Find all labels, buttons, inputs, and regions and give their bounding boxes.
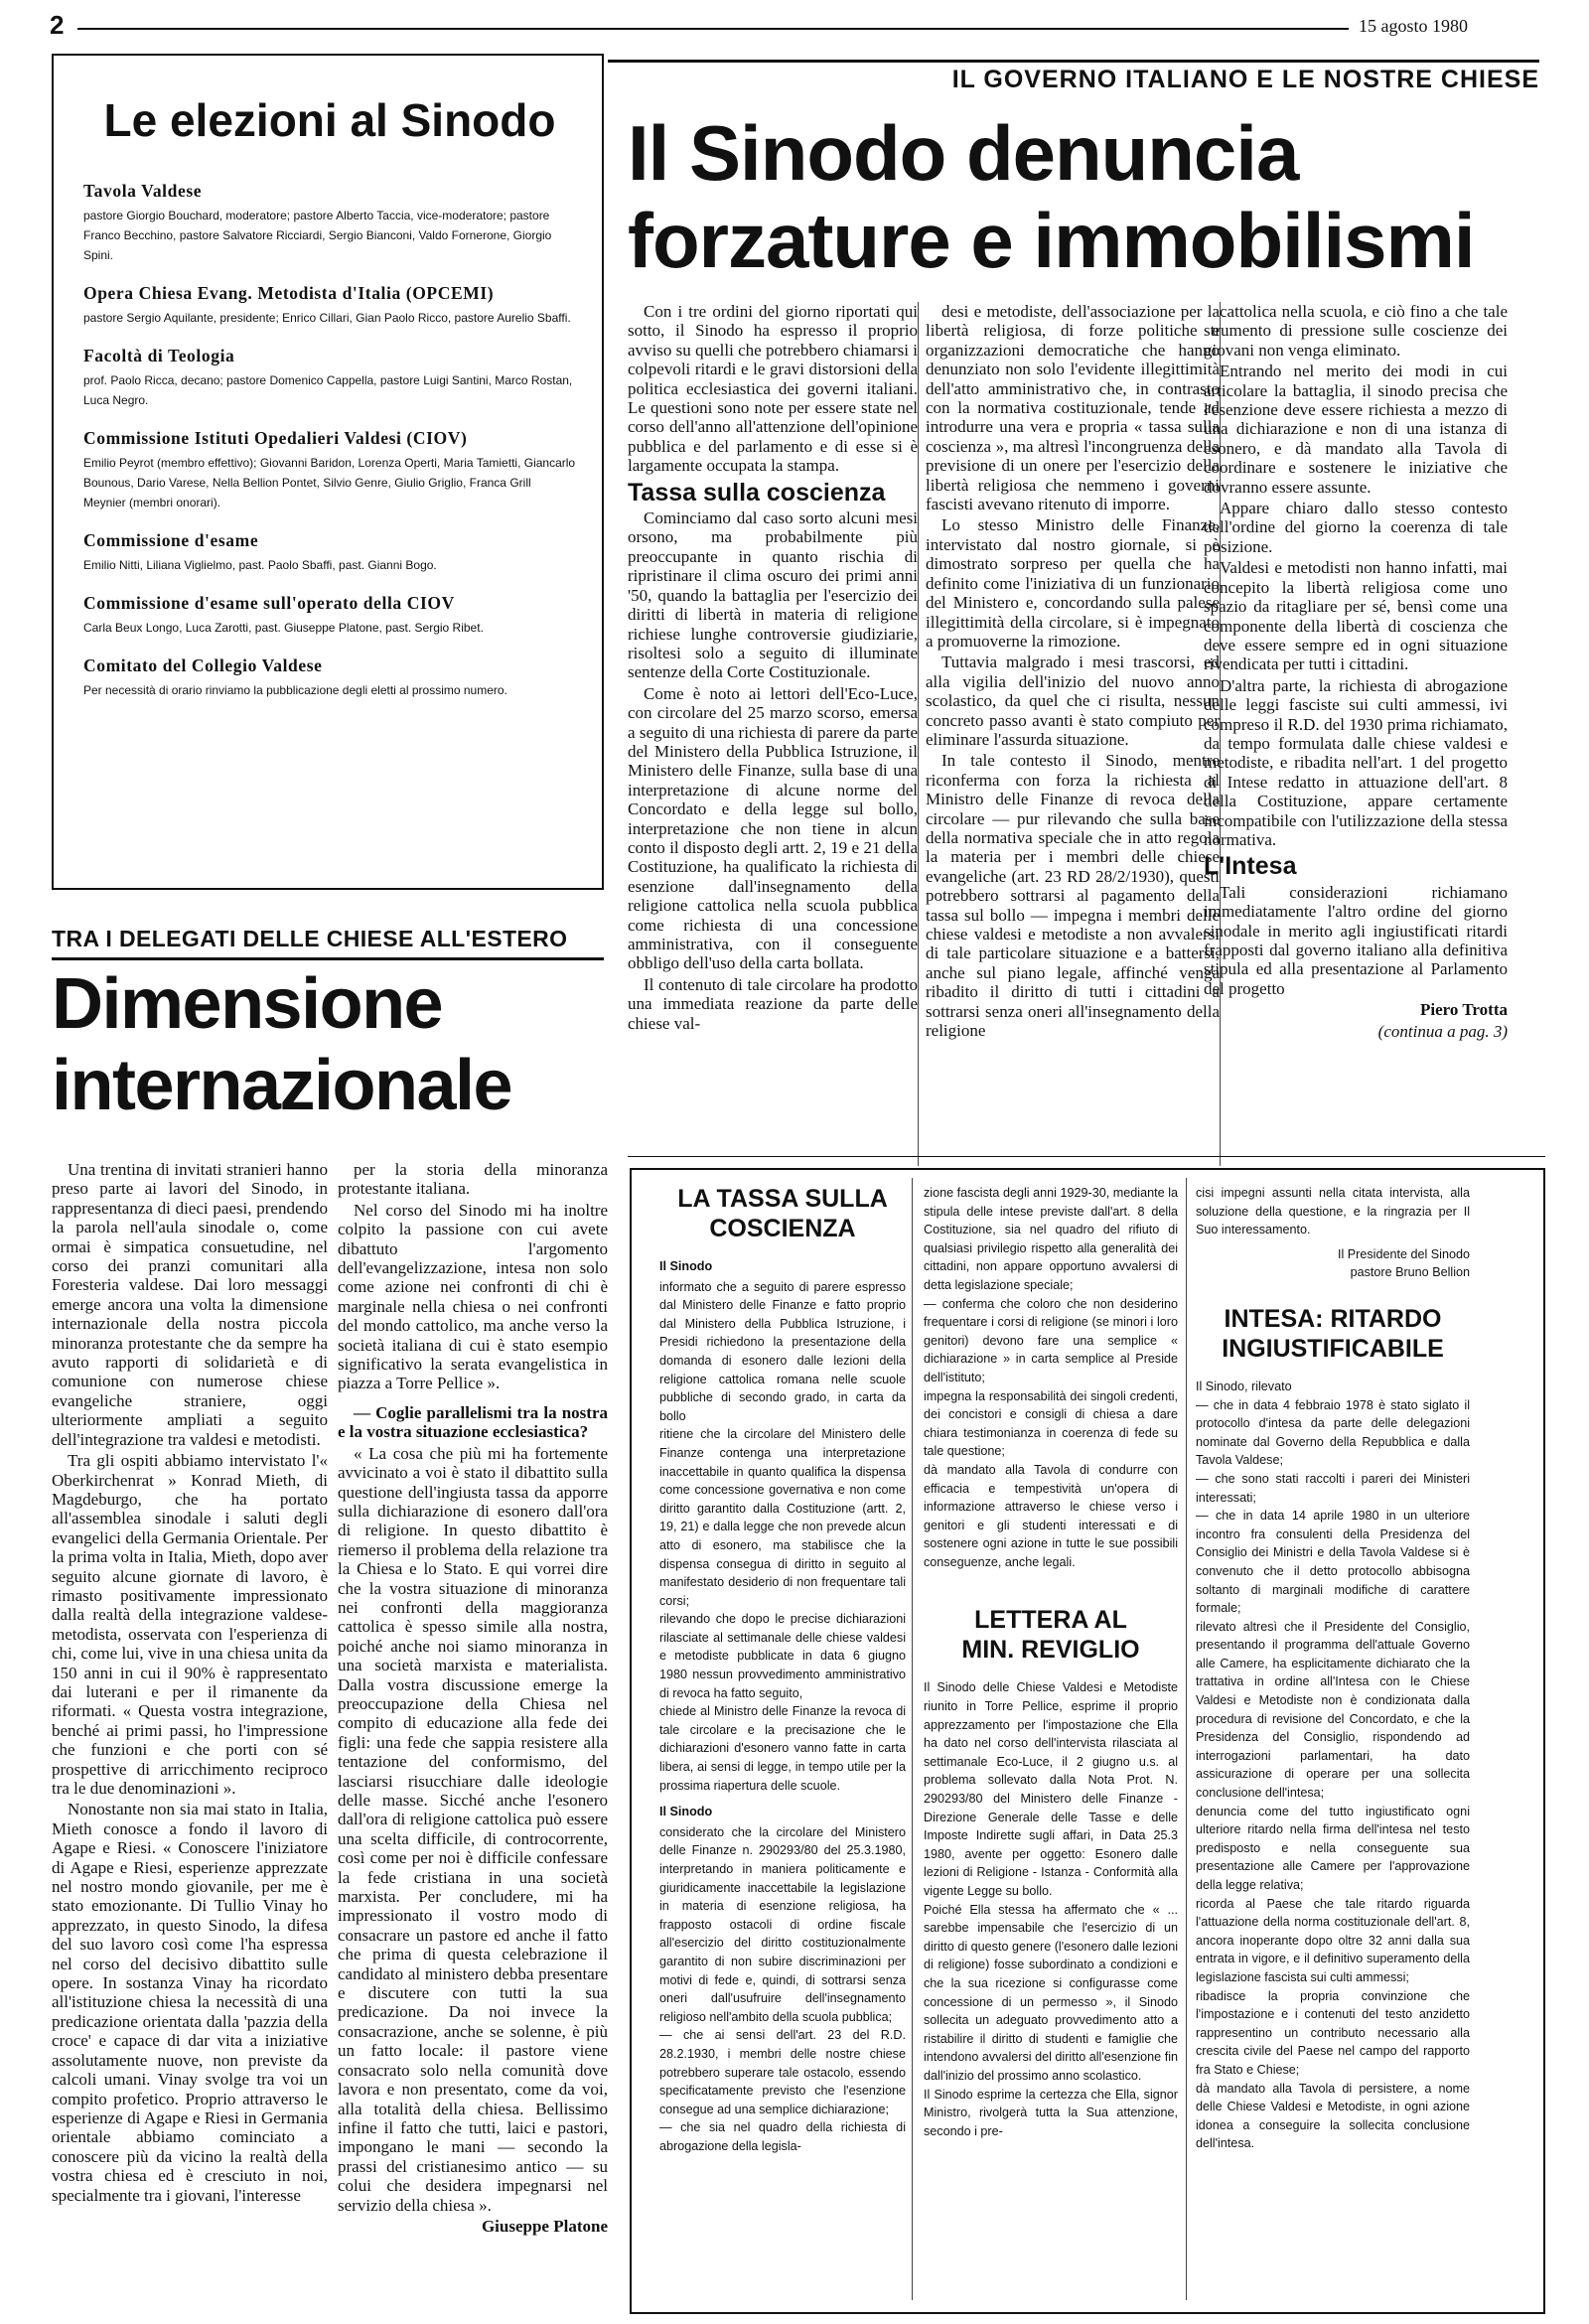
header-rule (77, 28, 1349, 30)
lettera-title (924, 1605, 1178, 1665)
signature-name: pastore Bruno Bellion (1350, 1265, 1470, 1280)
paragraph: ricorda al Paese che tale ritardo riguarda l'attuazione della norma costituzionale dell'art. 8, ancora inoperante dopo oltre 32 anni dalla sua entrata in vigore, e il definitivo superamento della legislazione fascista sui culti ammessi; (1196, 1896, 1470, 1984)
paragraph: — conferma che coloro che non desiderino frequentare i corsi di religione (se minori i loro genitori) devono fare una semplice « dichiarazione » in carta semplice al Preside dell'istituto; (924, 1296, 1178, 1384)
section-rule (628, 1156, 1545, 1157)
section-title: Commissione d'esame (83, 530, 259, 550)
paragraph: Nel corso del Sinodo mi ha inoltre colpito la passione con cui avete dibattuto l'argomento dell'evangelizzazione, intesa non solo come azione nei confronti di chi è marginale nella chiesa o nei confronti del mondo cattolico, ma anche verso la società italiana di cui è stato esempio significativo la serata evangelistica in piazza a Torre Pellice ». (338, 1200, 608, 1393)
lettera-title-line: MIN. REVIGLIO (961, 1636, 1140, 1665)
paragraph: Come è noto ai lettori dell'Eco-Luce, con circolare del 25 marzo scorso, emersa a seguito di una richiesta di parere da parte del Ministero della Pubblica Istruzione, il Ministero delle Finanze, sulla base di una interpretazione di alcune norme del Concordato e della legge sul bollo, interpretazione che non tiene in alcun conto il disposto degli artt. 2, 19 e 21 della Costituzione, ha qualificato la richiesta di esenzione dall'insegnamento della religione cattolica nella scuola pubblica come richiesta di una concessione amministrativa, con il conseguente obbligo dell'uso della carta bollata. (628, 683, 918, 973)
box-column-rule (1186, 1178, 1187, 2300)
section-names: pastore Giorgio Bouchard, moderatore; pastore Alberto Taccia, vice-moderatore; pastore Franco Becchino, pastore Salvatore Ricciardi, Sergio Bianconi, Valdo Fornerone, Giorgio Spini. (83, 209, 552, 262)
section-names: Emilio Peyrot (membro effettivo); Giovanni Baridon, Lorenza Operti, Maria Tamietti, Giancarlo Bounous, Dario Varese, Nella Bellion Pontet, Silvio Genre, Giulio Griglio, Franca Grill Meynier (membri onorari). (83, 456, 576, 509)
section-title: Commissione Istituti Opedalieri Valdesi (CIOV) (83, 428, 468, 448)
paragraph: Valdesi e metodisti non hanno infatti, mai concepito la libertà religiosa come uno spazio da ritagliare per sé, bensì come una componente della libertà di coscienza che deve essere sempre ed in ogni situazione rivendicata per tutti i cittadini. (1204, 558, 1508, 674)
paragraph: considerato che la circolare del Ministero delle Finanze n. 290293/80 del 25.3.1980, interpretando in maniera politicamente e giuridicamente inaccettabile la legislazione in materia di esenzione religiosa, ha frapposto ostacoli di ordine fiscale all'esercizio del diritto costituzionalmente garantito di non subire discriminazioni per motivi di fede e, quindi, di sottrarsi senza oneri dall'usufruire dell'insegnamento religioso nell'ambito della scuola pubblica; (659, 1824, 906, 2024)
paragraph: Lo stesso Ministro delle Finanze, intervistato dal nostro giornale, si è dimostrato sorpreso per quella che ha definito come l'iniziativa di un funzionario del Ministero e, concordando sulla palese illegittimità della circolare, si è impegnato a promuoverne la rimozione. (926, 515, 1220, 651)
paragraph: In tale contesto il Sinodo, mentre riconferma con forza la richiesta al Ministro delle Finanze di revoca della circolare — pur rilevando che sulla base della normativa speciale che in atto regola la materia per i membri delle chiese evangeliche (art. 23 RD 28/2/1930), questi potrebbero sottrarsi al pagamento della tassa sul bollo — impegna i membri delle chiese valdesi e metodiste a non avvalersi di tale particolare situazione e a battersi, anche sul piano legale, affinché venga ribadito il diritto di tutti i cittadini a sottrarsi senza oneri all'insegnamento della religione (926, 751, 1220, 1041)
paragraph: ribadisce la propria convinzione che l'impostazione e i contenuti del testo anzidetto rappresentino un contributo necessario alla crescita civile del Paese nel campo del rapporto fra Stato e Chiese; (1196, 1988, 1470, 2077)
section-names: pastore Sergio Aquilante, presidente; Enrico Cillari, Gian Paolo Ricco, pastore Aurelio Sbaffi. (83, 311, 571, 325)
intesa-title-line: INTESA: RITARDO (1224, 1304, 1442, 1333)
elezioni-section (83, 428, 576, 512)
paragraph: zione fascista degli anni 1929-30, mediante la stipula delle intese previste dall'art. 8 della Costituzione, sia nel quadro del rifiuto di qualsiasi privilegio rispetto alla generalità dei cittadini, non appare opportuno avvalersi di detta legislazione speciale; (924, 1186, 1178, 1292)
sinodo-headline-line: forzature e immobilismi (628, 197, 1475, 284)
intesa-title-line: INGIUSTIFICABILE (1222, 1334, 1444, 1363)
paragraph: Poiché Ella stessa ha affermato che « ... sarebbe impensabile che l'esercizio di un diritto di questo genere (l'esonero dalle lezioni di religione) fosse subordinato a condizioni e che la sua ricezione si configurasse come concessione di un permesso », il Sinodo sollecita un adeguato provvedimento atto a ristabilire il diritto di studenti e famiglie che intendono avvalersi del diritto all'esenzione fin dall'inizio del prossimo anno scolastico. (924, 1902, 1178, 2083)
paragraph: Tuttavia malgrado i mesi trascorsi, ed alla vigilia dell'inizio del nuovo anno scolastico, da quel che ci risulta, nessun concreto passo avanti è stato compiuto per eliminare l'assurda situazione. (926, 653, 1220, 749)
intesa-title (1196, 1304, 1470, 1364)
box-column-3 (1196, 1184, 1470, 2306)
elezioni-title: Le elezioni al Sinodo (103, 94, 556, 146)
elezioni-list (83, 181, 576, 700)
section-names: prof. Paolo Ricca, decano; pastore Domenico Cappella, pastore Luigi Santini, Marco Rostan, Luca Negro. (83, 373, 573, 407)
lettera-title-line: LETTERA AL (974, 1606, 1127, 1635)
paragraph: per la storia della minoranza protestante italiana. (338, 1160, 608, 1199)
sinodo-column-1 (628, 302, 918, 1174)
subhead: L'Intesa (1204, 852, 1297, 881)
resolution-label: Il Sinodo (659, 1805, 713, 1819)
elezioni-section (83, 346, 576, 410)
kicker-rule (52, 957, 604, 960)
paragraph: Cominciamo dal caso sorto alcuni mesi orsono, ma probabilmente più preoccupante in quanto rischia di ripristinare il clima oscuro dei primi anni '50, quando la battaglia per l'esercizio dei diritti di libertà in materia di religione richiese lunghe controversie giudiziarie, risoltesi solo a seguito di illuminate sentenze della Corte Costituzionale. (628, 508, 918, 682)
continued-note: (continua a pag. 3) (1377, 1021, 1508, 1041)
paragraph: cattolica nella scuola, e ciò fino a che tale strumento di pressione sulle coscienze dei giovani non venga eliminato. (1204, 302, 1508, 360)
paragraph: dà mandato alla Tavola di persistere, a nome delle Chiese Valdesi e Metodiste, in ogni azione idonea a conseguire la sollecita conclusione dell'intesa. (1196, 2081, 1470, 2151)
section-title: Facoltà di Teologia (83, 346, 235, 365)
paragraph: rilevato altresì che il Presidente del Consiglio, presentando il programma dell'attuale Governo alle Camere, ha esplicitamente dichiarato che la trattativa in ordine all'Intesa con le Chiese Valdesi e Metodiste non è condizionata dalla procedura di revisione del Concordato, e che la Presidenza del Consiglio, rispondendo ad interrogazioni parlamentari, ha dato assicurazione di operare per una sollecita conclusione dell'intesa; (1196, 1619, 1470, 1801)
interview-question: — Coglie parallelismi tra la nostra e la vostra situazione ecclesiastica? (338, 1402, 608, 1442)
sinodo-headline (628, 109, 1475, 284)
elezioni-section (83, 593, 576, 638)
section-title: Comitato del Collegio Valdese (83, 655, 323, 675)
paragraph: impegna la responsabilità dei singoli credenti, dei concistori e consigli di chiesa a dare chiara testimonianza in coerenza di fede su tale questione; (924, 1388, 1178, 1459)
paragraph: D'altra parte, la richiesta di abrogazione delle leggi fasciste sui culti ammessi, ivi compreso il R.D. del 1930 prima richiamato, da tempo formulata dalle chiese valdesi e metodiste, e ribadita nell'art. 1 del progetto di Intese redatto in attuazione dell'art. 8 della Costituzione, appare certamente incompatibile con l'utilizzazione della stessa normativa. (1204, 675, 1508, 849)
paragraph: — che sia nel quadro della richiesta di abrogazione della legisla- (659, 2120, 906, 2153)
paragraph: — che in data 4 febbraio 1978 è stato siglato il protocollo d'intesa da parte delle delegazioni nominate dal Governo della Repubblica e dalla Tavola Valdese; (1196, 1397, 1470, 1468)
estero-headline-line: Dimensione (52, 964, 443, 1044)
paragraph: Tra gli ospiti abbiamo intervistato l'« Oberkirchenrat » Konrad Mieth, di Magdeburgo, che ha portato all'assemblea sinodale i saluti degli evangelici della Germania Orientale. Per la prima volta in Italia, Mieth, dopo aver seguito alcune giornate di lavoro, è rimasto positivamente impressionato dalla realtà della integrazione valdese-metodista, osservata con l'esperienza di chi, come lui, vive in una chiesa unita da 150 anni in cui il 90% è rappresentato dai luterani e per il rimanente da riformati. « Questa vostra integrazione, benché ai primi passi, ho l'impressione che funzioni e che porti con sé prospettive di arricchimento reciproco tra le due denominazioni ». (52, 1451, 328, 1798)
tassa-box-column-1 (659, 1184, 906, 2306)
subhead: Tassa sulla coscienza (628, 478, 886, 507)
paragraph: Il Sinodo, rilevato (1196, 1379, 1292, 1393)
paragraph: Entrando nel merito dei modi in cui articolare la battaglia, il sinodo precisa che l'esenzione deve essere richiesta a mezzo di una dichiarazione e non di una istanza di esonero, e dà mandato alla Tavola di coordinare e sostenere le iniziative che dovranno essere assunte. (1204, 362, 1508, 497)
issue-date: 15 agosto 1980 (1359, 16, 1468, 36)
paragraph: Una trentina di invitati stranieri hanno preso parte ai lavori del Sinodo, in rappresentanza di dieci paesi, prendendo la parola nell'aula sinodale o, come ormai è simpatica consuetudine, nel corso dei pranzi comunitari alla Foresteria valdese. Dai loro messaggi emerge ancora una volta la dimensione internazionale della nostra piccola minoranza protestante che da sempre ha avuto rapporti di solidarietà e di comunione con numerose chiese evangeliche straniere, oggi ulteriormente ampliati a seguito dell'integrazione tra valdesi e metodisti. (52, 1160, 328, 1449)
paragraph: rilevando che dopo le precise dichiarazioni rilasciate al settimanale delle chiese valdesi e metodiste pubblicate in data 6 giugno 1980 nessun provvedimento amministrativo di revoca ha fatto seguito, (659, 1612, 906, 1700)
paragraph: Il Sinodo esprime la certezza che Ella, signor Ministro, rivolgerà tutta la Sua attenzione, secondo i pre- (924, 2087, 1178, 2138)
kicker-rule-top (608, 60, 1539, 63)
estero-headline-line: internazionale (52, 1046, 512, 1125)
paragraph: — che in data 14 aprile 1980 in un ulteriore incontro fra consulenti della Presidenza del Consiglio dei Ministri e della Tavola Valdese si è convenuto che il detto protocollo abbisogna soltanto di marginali modifiche di carattere formale; (1196, 1509, 1470, 1616)
tassa-title-line: LA TASSA SULLA (677, 1185, 888, 1213)
section-names: Emilio Nitti, Liliana Viglielmo, past. Paolo Sbaffi, past. Gianni Bogo. (83, 558, 437, 572)
section-names: Per necessità di orario rinviamo la pubblicazione degli eletti al prossimo numero. (83, 683, 507, 697)
sinodo-column-3 (1204, 302, 1508, 1174)
elezioni-section (83, 530, 576, 575)
sinodo-kicker: IL GOVERNO ITALIANO E LE NOSTRE CHIESE (951, 66, 1539, 93)
paragraph: — che ai sensi dell'art. 23 del R.D. 28.2.1930, i membri delle nostre chiese potrebbero superare tale ostacolo, essendo specificatamente previsto che l'esenzione consegue ad una semplice dichiarazione; (659, 2028, 906, 2116)
paragraph: dà mandato alla Tavola di condurre con efficacia e tempestività un'opera di informazione attraverso le chiese verso i genitori e gli studenti interessati e di sostenere ogni azione in tutte le sue possibili conseguenze, anche legali. (924, 1462, 1178, 1569)
tassa-box-column-2 (924, 1184, 1178, 2306)
elezioni-section (83, 283, 576, 328)
paragraph: ritiene che la circolare del Ministero delle Finanze contenga una interpretazione inaccettabile in quanto qualifica la dispensa come concessione governativa e non come diritto garantito dalla Costituzione (artt. 2, 19, 21) e dalla legge che non prevede alcun atto di esonero, ma stabilisce che la dispensa consegua di diritto in seguito al manifestato desiderio di non frequentare tali corsi; (659, 1427, 906, 1608)
tassa-title-line: COSCIENZA (709, 1215, 856, 1242)
column-rule (918, 302, 920, 1166)
signature-title: Il Presidente del Sinodo (1337, 1246, 1470, 1261)
paragraph: desi e metodiste, dell'associazione per la libertà religiosa, di forze politiche e organizzazioni democratiche che hanno denunziato non solo l'evidente illegittimità dell'atto amministrativo che, in contrasto con la normativa costituzionale, tende ad introdurre una vera e propria « tassa sulla coscienza », ma altresì l'incongruenza della previsione di un onere per l'esercizio della libertà religiosa che nemmeno i governi fascisti avevano ritenuto di imporre. (926, 302, 1220, 514)
paragraph: Nonostante non sia mai stato in Italia, Mieth conosce a fondo il lavoro di Agape e Riesi. « Conoscere l'iniziatore di Agape e Riesi, esperienze apprezzate nel nostro mondo giovanile, per me è stato emozionante. Di Tullio Vinay ho apprezzato, in questo Sinodo, la difesa del suo lavoro così come l'ha espressa nel corso del decisivo dibattito sulle opere. In sostanza Vinay ha ricordato all'istituzione chiesa la necessità di una predicazione orientata dalla 'pazzia della croce' e capace di dar vita a iniziative assolutamente nuove, non previste da calcoli umani. Vinay svolge tra voi un compito profetico. Proprio attraverso le esperienze di Agape e Riesi in Germania orientale abbiamo cominciato a conoscere più da vicino la realtà della vostra chiesa ed è cresciuto in noi, specialmente tra i giovani, l'interesse (52, 1800, 328, 2205)
elezioni-box (52, 54, 604, 890)
paragraph: « La cosa che più mi ha fortemente avvicinato a voi è stato il dibattito sulla questione dell'ingiusta tassa da apporre sulla dichiarazione di esonero dall'ora di religione. In questo dibattito è riemerso il problema della relazione tra la Chiesa e lo Stato. E qui vorrei dire che la vostra situazione di minoranza nei confronti della maggioranza cattolica è spesso simile alla nostra, poiché anche noi siamo minoranza in una società marxista e materialista. Dalla vostra discussione emerge la preoccupazione della Chiesa nel compito di educazione alla fede dei figli: una fede che sappia resistere alla tentazione del conformismo, del lasciarsi risucchiare dalle ideologie delle masse. Sicché anche l'esonero dall'ora di religione cattolica può essere una scelta difficile, di controcorrente, così come per noi è difficile confessare la fede cristiana in una società marxista. Per concludere, mi ha impressionato il vostro modo di consacrare un pastore ed anche il fatto che prima di questa celebrazione il candidato al ministero debba presentare e discutere con tutti la sua predicazione. Da noi invece la consacrazione, anche se solenne, è più un fatto locale: il pastore viene consacrato solo nella comunità dove lavora e non presentato, come da voi, alla totalità della chiesa. Bellissimo infine il fatto che tutti, laici e pastori, impongano le mani — secondo la prassi del cristianesimo antico — su colui che desidera impegnarsi nel servizio della chiesa ». (338, 1443, 608, 2215)
paragraph: Il contenuto di tale circolare ha prodotto una immediata reazione da parte delle chiese val- (628, 974, 918, 1033)
tassa-title (659, 1184, 906, 1243)
elezioni-section (83, 655, 576, 700)
paragraph: — che sono stati raccolti i pareri dei Ministeri interessati; (1196, 1471, 1470, 1505)
resolution-label: Il Sinodo (659, 1259, 713, 1273)
paragraph: informato che a seguito di parere espresso dal Ministero delle Finanze e fatto proprio dal Ministero della Pubblica Istruzione, i Presidi richiedono la presentazione della domanda di esonero dalle lezioni della religione cattolica romana nelle scuole pubbliche di secondo grado, in carta da bollo (659, 1279, 906, 1423)
paragraph: Il Sinodo delle Chiese Valdesi e Metodiste riunito in Torre Pellice, esprime il proprio apprezzamento per l'impostazione che Ella ha dato nel corso dell'intervista rilasciata al settimanale Eco-Luce, il 2 giugno u.s. al problema sollevato dalla Nota Prot. N. 290293/80 del Ministero delle Finanze - Direzione Generale delle Tasse e delle Imposte Indirette sugli affari, in Data 25.3 1980, avente per oggetto: Esonero dalle lezioni di Religione - Istanza - Conformità alla vigente Legge su bollo. (924, 1680, 1178, 1898)
paragraph: Con i tre ordini del giorno riportati qui sotto, il Sinodo ha espresso il proprio avviso su quelli che potrebbero chiamarsi i colpevoli ritardi e le gravi distorsioni della politica ecclesiastica dei governi italiani. Le questioni sono note per essere state nel corso dell'anno all'attenzione dell'opinione pubblica e del parlamento e di esse si è largamente occupata la stampa. (628, 302, 918, 476)
page-number: 2 (50, 10, 65, 40)
paragraph: Tali considerazioni richiamano immediatamente l'altro ordine del giorno sinodale in merito agli ingiustificati ritardi frapposti dal governo italiano alla definitiva stipula ed alla presentazione al Parlamento del progetto (1204, 882, 1508, 998)
estero-column-1 (52, 1160, 328, 2312)
sinodo-headline-line: Il Sinodo denuncia (628, 109, 1299, 197)
section-names: Carla Beux Longo, Luca Zarotti, past. Giuseppe Platone, past. Sergio Ribet. (83, 621, 484, 635)
estero-headline (52, 963, 511, 1126)
paragraph: cisi impegni assunti nella citata intervista, alla soluzione della questione, e la ringrazia per Il Suo interessamento. (1196, 1186, 1470, 1237)
section-title: Commissione d'esame sull'operato della CIOV (83, 593, 455, 613)
section-title: Tavola Valdese (83, 181, 203, 201)
paragraph: Appare chiaro dallo stesso contesto dell'ordine del giorno la coerenza di tale posizione. (1204, 499, 1508, 556)
box-column-rule (912, 1178, 913, 2300)
section-title: Opera Chiesa Evang. Metodista d'Italia (OPCEMI) (83, 283, 495, 303)
elezioni-section (83, 181, 576, 265)
estero-column-2 (338, 1160, 608, 2312)
author-byline: Piero Trotta (1420, 1000, 1508, 1020)
paragraph: chiede al Ministro delle Finanze la revoca di tale circolare e la precisazione che le dichiarazioni d'esonero vanno fatte in carta libera, ai sensi di legge, in tempo utile per la prossima riapertura delle scuole. (659, 1704, 906, 1793)
paragraph: denuncia come del tutto ingiustificato ogni ulteriore ritardo nella firma dell'intesa nel testo predisposto e nella conseguente sua presentazione alle Camere per l'approvazione della legge relativa; (1196, 1804, 1470, 1892)
estero-kicker: TRA I DELEGATI DELLE CHIESE ALL'ESTERO (52, 926, 568, 951)
sinodo-column-2 (926, 302, 1220, 1174)
author-byline: Giuseppe Platone (481, 2216, 608, 2236)
